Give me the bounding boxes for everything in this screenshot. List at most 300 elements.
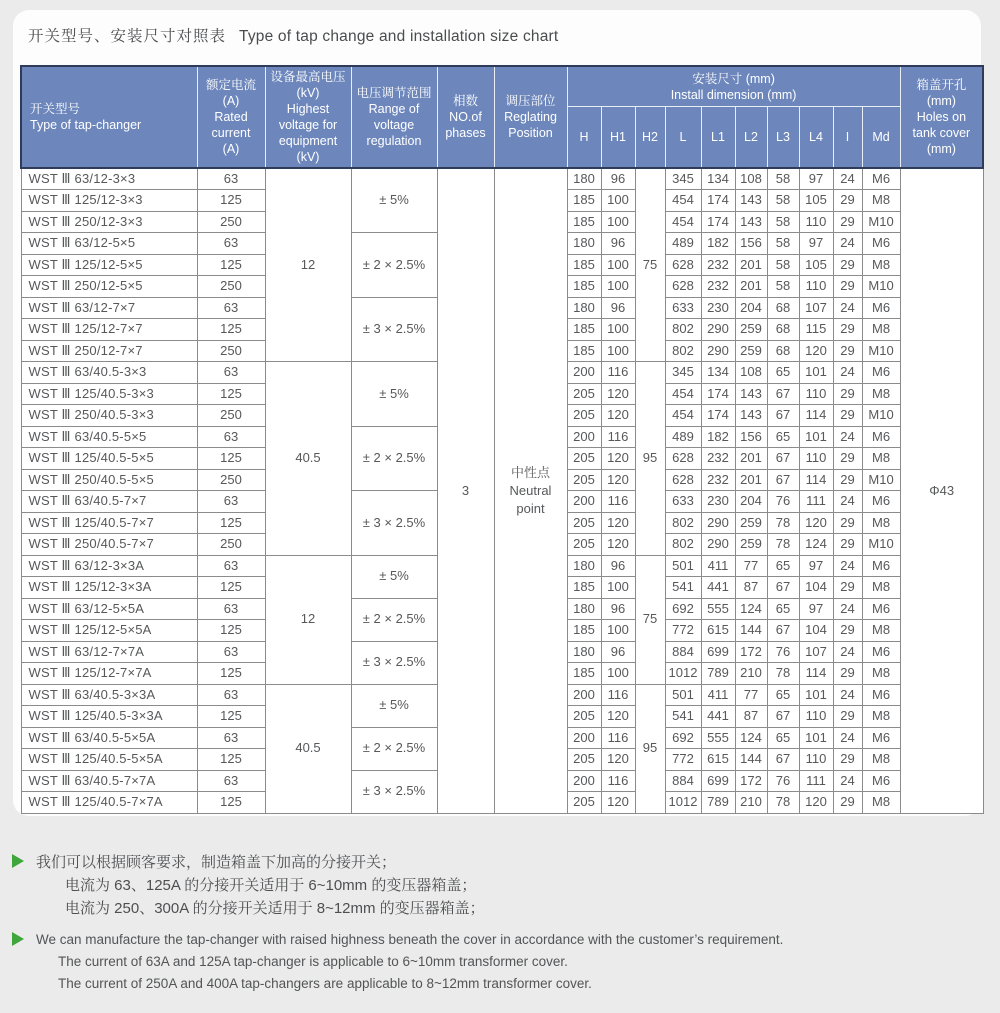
cell-L4: 120 <box>799 792 833 814</box>
cell-model: WST Ⅲ 63/12-3×3A <box>21 555 197 577</box>
cell-L: 345 <box>665 362 701 384</box>
cell-rated-current: 63 <box>197 297 265 319</box>
cell-L: 1012 <box>665 792 701 814</box>
page-title-zh: 开关型号、安装尺寸对照表 <box>28 28 227 45</box>
cell-L: 345 <box>665 168 701 190</box>
header-dim-L3: L3 <box>767 107 799 168</box>
cell-rated-current: 125 <box>197 190 265 212</box>
cell-Md: M6 <box>862 168 900 190</box>
cell-H: 205 <box>567 469 601 491</box>
cell-H1: 100 <box>601 190 635 212</box>
cell-model: WST Ⅲ 63/40.5-5×5A <box>21 727 197 749</box>
cell-L: 454 <box>665 190 701 212</box>
cell-L: 628 <box>665 254 701 276</box>
cell-L: 802 <box>665 512 701 534</box>
cell-rated-current: 125 <box>197 319 265 341</box>
cell-L1: 290 <box>701 534 735 556</box>
cell-L: 501 <box>665 684 701 706</box>
cell-I: 29 <box>833 706 862 728</box>
cell-model: WST Ⅲ 63/12-7×7A <box>21 641 197 663</box>
cell-H1: 96 <box>601 555 635 577</box>
cell-L4: 114 <box>799 469 833 491</box>
cell-regulation-group: ± 3 × 2.5% <box>351 297 437 362</box>
cell-L1: 699 <box>701 641 735 663</box>
cell-H1: 120 <box>601 469 635 491</box>
cell-L3: 67 <box>767 620 799 642</box>
cell-L2: 172 <box>735 641 767 663</box>
cell-H: 185 <box>567 577 601 599</box>
cell-L4: 111 <box>799 491 833 513</box>
cell-H: 185 <box>567 190 601 212</box>
cell-I: 24 <box>833 598 862 620</box>
cell-Md: M8 <box>862 577 900 599</box>
cell-model: WST Ⅲ 125/12-3×3A <box>21 577 197 599</box>
cell-L4: 104 <box>799 620 833 642</box>
cell-voltage-group: 12 <box>265 168 351 362</box>
cell-L2: 201 <box>735 276 767 298</box>
cell-L2: 201 <box>735 448 767 470</box>
cell-H1: 96 <box>601 641 635 663</box>
cell-voltage-group: 12 <box>265 555 351 684</box>
cell-L: 489 <box>665 426 701 448</box>
cell-model: WST Ⅲ 63/12-5×5 <box>21 233 197 255</box>
cell-Md: M8 <box>862 620 900 642</box>
cell-H1: 100 <box>601 254 635 276</box>
cell-L: 628 <box>665 469 701 491</box>
cell-model: WST Ⅲ 63/40.5-3×3 <box>21 362 197 384</box>
cell-L2: 143 <box>735 190 767 212</box>
cell-H: 185 <box>567 340 601 362</box>
cell-Md: M6 <box>862 426 900 448</box>
cell-rated-current: 250 <box>197 534 265 556</box>
cell-model: WST Ⅲ 125/40.5-7×7A <box>21 792 197 814</box>
cell-model: WST Ⅲ 125/12-5×5A <box>21 620 197 642</box>
cell-Md: M10 <box>862 276 900 298</box>
header-install-dimension-group: 安装尺寸 (mm) Install dimension (mm) <box>567 66 900 107</box>
spec-table-wrap <box>20 65 984 814</box>
cell-I: 29 <box>833 190 862 212</box>
cell-L4: 110 <box>799 749 833 771</box>
cell-H: 200 <box>567 362 601 384</box>
cell-H: 200 <box>567 426 601 448</box>
cell-L: 541 <box>665 577 701 599</box>
cell-H: 185 <box>567 276 601 298</box>
cell-Md: M6 <box>862 362 900 384</box>
cell-rated-current: 125 <box>197 448 265 470</box>
cell-L3: 76 <box>767 770 799 792</box>
cell-model: WST Ⅲ 63/40.5-7×7 <box>21 491 197 513</box>
cell-L: 692 <box>665 727 701 749</box>
cell-rated-current: 63 <box>197 641 265 663</box>
cell-L: 454 <box>665 383 701 405</box>
cell-L1: 789 <box>701 663 735 685</box>
cell-Md: M10 <box>862 405 900 427</box>
cell-L4: 105 <box>799 254 833 276</box>
cell-L1: 789 <box>701 792 735 814</box>
cell-I: 29 <box>833 383 862 405</box>
cell-H1: 116 <box>601 491 635 513</box>
cell-L3: 68 <box>767 297 799 319</box>
cell-L: 628 <box>665 448 701 470</box>
cell-H1: 96 <box>601 233 635 255</box>
cell-L: 802 <box>665 319 701 341</box>
cell-I: 24 <box>833 727 862 749</box>
notes-english <box>12 929 783 995</box>
cell-L3: 76 <box>767 641 799 663</box>
cell-Md: M6 <box>862 641 900 663</box>
cell-rated-current: 63 <box>197 727 265 749</box>
cell-model: WST Ⅲ 63/12-7×7 <box>21 297 197 319</box>
cell-L4: 104 <box>799 577 833 599</box>
cell-L3: 67 <box>767 469 799 491</box>
cell-rated-current: 63 <box>197 491 265 513</box>
cell-I: 24 <box>833 426 862 448</box>
cell-L3: 67 <box>767 706 799 728</box>
cell-L: 884 <box>665 770 701 792</box>
cell-H1: 96 <box>601 598 635 620</box>
cell-L1: 182 <box>701 426 735 448</box>
cell-L2: 144 <box>735 620 767 642</box>
cell-I: 29 <box>833 620 862 642</box>
cell-H: 180 <box>567 233 601 255</box>
cell-rated-current: 250 <box>197 405 265 427</box>
cell-I: 29 <box>833 319 862 341</box>
cell-regulating-position: 中性点 Neutral point <box>494 168 567 813</box>
cell-I: 29 <box>833 534 862 556</box>
cell-I: 24 <box>833 770 862 792</box>
cell-rated-current: 63 <box>197 684 265 706</box>
cell-L1: 290 <box>701 340 735 362</box>
cell-I: 24 <box>833 362 862 384</box>
cell-voltage-group: 40.5 <box>265 684 351 813</box>
cell-I: 29 <box>833 792 862 814</box>
cell-L3: 78 <box>767 792 799 814</box>
cell-regulation-group: ± 2 × 2.5% <box>351 598 437 641</box>
cell-H: 185 <box>567 663 601 685</box>
header-regulation-range: 电压调节范围 Range of voltage regulation <box>351 66 437 168</box>
cell-model: WST Ⅲ 125/12-7×7A <box>21 663 197 685</box>
cell-H2-group: 95 <box>635 684 665 813</box>
cell-H: 205 <box>567 706 601 728</box>
header-dim-H2: H2 <box>635 107 665 168</box>
cell-Md: M8 <box>862 512 900 534</box>
cell-L: 633 <box>665 491 701 513</box>
cell-I: 24 <box>833 555 862 577</box>
cell-L1: 290 <box>701 319 735 341</box>
cell-model: WST Ⅲ 125/40.5-3×3A <box>21 706 197 728</box>
cell-L2: 204 <box>735 297 767 319</box>
cell-L2: 210 <box>735 792 767 814</box>
note-en-line-3: The current of 250A and 400A tap-changers are applicable to 8~12mm transformer cover. <box>58 976 592 991</box>
cell-Md: M8 <box>862 749 900 771</box>
cell-L3: 65 <box>767 362 799 384</box>
cell-L1: 232 <box>701 276 735 298</box>
cell-rated-current: 125 <box>197 706 265 728</box>
cell-Md: M10 <box>862 211 900 233</box>
cell-Md: M6 <box>862 555 900 577</box>
cell-model: WST Ⅲ 63/40.5-3×3A <box>21 684 197 706</box>
note-en-line-1: We can manufacture the tap-changer with raised highness beneath the cover in accordance with the customer’s requirement. <box>36 932 784 947</box>
table-header <box>21 66 983 168</box>
cell-model: WST Ⅲ 250/40.5-5×5 <box>21 469 197 491</box>
cell-Md: M6 <box>862 598 900 620</box>
cell-Md: M8 <box>862 383 900 405</box>
cell-L2: 201 <box>735 469 767 491</box>
cell-H1: 100 <box>601 663 635 685</box>
cell-L1: 699 <box>701 770 735 792</box>
cell-rated-current: 125 <box>197 792 265 814</box>
cell-L4: 111 <box>799 770 833 792</box>
cell-model: WST Ⅲ 250/40.5-7×7 <box>21 534 197 556</box>
cell-L1: 232 <box>701 254 735 276</box>
cell-Md: M8 <box>862 663 900 685</box>
cell-L1: 174 <box>701 405 735 427</box>
cell-I: 29 <box>833 340 862 362</box>
cell-H: 205 <box>567 383 601 405</box>
cell-L2: 124 <box>735 598 767 620</box>
cell-Md: M6 <box>862 684 900 706</box>
cell-I: 29 <box>833 512 862 534</box>
green-triangle-icon <box>12 932 24 946</box>
cell-L2: 156 <box>735 233 767 255</box>
cell-L1: 230 <box>701 491 735 513</box>
cell-L: 772 <box>665 620 701 642</box>
cell-H: 185 <box>567 319 601 341</box>
cell-H1: 120 <box>601 706 635 728</box>
cell-H: 205 <box>567 792 601 814</box>
note-line <box>12 851 783 874</box>
cell-L: 633 <box>665 297 701 319</box>
cell-H1: 100 <box>601 276 635 298</box>
cell-L: 772 <box>665 749 701 771</box>
cell-L4: 101 <box>799 426 833 448</box>
cell-H1: 100 <box>601 340 635 362</box>
cell-rated-current: 125 <box>197 577 265 599</box>
cell-L1: 411 <box>701 555 735 577</box>
cell-Md: M8 <box>862 254 900 276</box>
cell-H1: 116 <box>601 362 635 384</box>
cell-L2: 259 <box>735 319 767 341</box>
note-zh-line-3: 电流为 250、300A 的分接开关适用于 8~12mm 的变压器箱盖； <box>65 900 485 917</box>
cell-H1: 120 <box>601 534 635 556</box>
cell-Md: M6 <box>862 297 900 319</box>
cell-rated-current: 63 <box>197 426 265 448</box>
cell-H: 180 <box>567 168 601 190</box>
cell-L4: 110 <box>799 211 833 233</box>
cell-I: 24 <box>833 684 862 706</box>
note-line <box>12 973 783 995</box>
cell-I: 24 <box>833 168 862 190</box>
cell-regulation-group: ± 3 × 2.5% <box>351 641 437 684</box>
cell-Md: M6 <box>862 727 900 749</box>
note-line <box>12 897 783 920</box>
cell-L2: 144 <box>735 749 767 771</box>
cell-H1: 96 <box>601 297 635 319</box>
cell-I: 29 <box>833 405 862 427</box>
cell-H: 200 <box>567 770 601 792</box>
cell-L1: 134 <box>701 362 735 384</box>
cell-L1: 555 <box>701 598 735 620</box>
spec-table <box>20 65 984 814</box>
cell-model: WST Ⅲ 125/40.5-5×5A <box>21 749 197 771</box>
cell-L4: 101 <box>799 362 833 384</box>
header-type: 开关型号 Type of tap-changer <box>21 66 197 168</box>
table-row <box>21 168 983 190</box>
cell-model: WST Ⅲ 125/40.5-7×7 <box>21 512 197 534</box>
cell-H1: 120 <box>601 512 635 534</box>
cell-model: WST Ⅲ 125/12-5×5 <box>21 254 197 276</box>
note-line <box>12 874 783 897</box>
page-title <box>28 24 558 46</box>
cell-L3: 67 <box>767 383 799 405</box>
header-holes-on-tank-cover: 箱盖开孔 (mm) Holes on tank cover (mm) <box>900 66 983 168</box>
cell-L2: 172 <box>735 770 767 792</box>
cell-L4: 97 <box>799 233 833 255</box>
cell-H2-group: 95 <box>635 362 665 556</box>
cell-L4: 97 <box>799 598 833 620</box>
cell-rated-current: 250 <box>197 211 265 233</box>
cell-rated-current: 63 <box>197 233 265 255</box>
header-dim-Md: Md <box>862 107 900 168</box>
cell-L4: 120 <box>799 340 833 362</box>
cell-H: 180 <box>567 297 601 319</box>
cell-L2: 210 <box>735 663 767 685</box>
cell-H: 205 <box>567 405 601 427</box>
cell-rated-current: 63 <box>197 168 265 190</box>
cell-L: 802 <box>665 340 701 362</box>
cell-H: 180 <box>567 641 601 663</box>
cell-H: 185 <box>567 254 601 276</box>
cell-L1: 232 <box>701 469 735 491</box>
cell-L3: 65 <box>767 727 799 749</box>
header-dim-L2: L2 <box>735 107 767 168</box>
table-body <box>21 168 983 813</box>
cell-L3: 67 <box>767 749 799 771</box>
cell-L3: 58 <box>767 190 799 212</box>
cell-L: 692 <box>665 598 701 620</box>
cell-L4: 110 <box>799 276 833 298</box>
cell-L1: 182 <box>701 233 735 255</box>
header-regulating-position: 调压部位 Reglating Position <box>494 66 567 168</box>
cell-L4: 120 <box>799 512 833 534</box>
cell-L3: 78 <box>767 534 799 556</box>
cell-H: 200 <box>567 684 601 706</box>
cell-L1: 615 <box>701 749 735 771</box>
cell-H1: 96 <box>601 168 635 190</box>
cell-L2: 156 <box>735 426 767 448</box>
cell-rated-current: 63 <box>197 598 265 620</box>
cell-L: 454 <box>665 211 701 233</box>
header-dim-H: H <box>567 107 601 168</box>
cell-H1: 100 <box>601 620 635 642</box>
cell-L3: 65 <box>767 426 799 448</box>
cell-Md: M8 <box>862 792 900 814</box>
cell-L2: 143 <box>735 383 767 405</box>
cell-L1: 134 <box>701 168 735 190</box>
cell-I: 29 <box>833 749 862 771</box>
cell-L1: 174 <box>701 211 735 233</box>
cell-L2: 143 <box>735 211 767 233</box>
cell-H1: 116 <box>601 727 635 749</box>
green-triangle-icon <box>12 854 24 868</box>
cell-L: 454 <box>665 405 701 427</box>
cell-L3: 65 <box>767 555 799 577</box>
cell-L3: 67 <box>767 577 799 599</box>
cell-L4: 114 <box>799 663 833 685</box>
cell-L3: 67 <box>767 448 799 470</box>
cell-H1: 120 <box>601 792 635 814</box>
cell-rated-current: 125 <box>197 749 265 771</box>
header-rated-current: 额定电流 (A) Rated current (A) <box>197 66 265 168</box>
cell-L2: 259 <box>735 534 767 556</box>
cell-model: WST Ⅲ 63/12-3×3 <box>21 168 197 190</box>
header-dim-L1: L1 <box>701 107 735 168</box>
cell-L4: 110 <box>799 448 833 470</box>
cell-rated-current: 63 <box>197 555 265 577</box>
cell-L2: 108 <box>735 168 767 190</box>
cell-H2-group: 75 <box>635 555 665 684</box>
cell-model: WST Ⅲ 125/12-7×7 <box>21 319 197 341</box>
cell-L3: 68 <box>767 319 799 341</box>
cell-L3: 58 <box>767 254 799 276</box>
cell-L: 802 <box>665 534 701 556</box>
cell-L4: 110 <box>799 383 833 405</box>
note-en-line-2: The current of 63A and 125A tap-changer is applicable to 6~10mm transformer cover. <box>58 954 568 969</box>
cell-L2: 77 <box>735 555 767 577</box>
note-line <box>12 951 783 973</box>
cell-L: 884 <box>665 641 701 663</box>
cell-L1: 441 <box>701 706 735 728</box>
cell-L4: 107 <box>799 297 833 319</box>
cell-L2: 87 <box>735 577 767 599</box>
cell-L3: 65 <box>767 684 799 706</box>
note-zh-line-1: 我们可以根据顾客要求，制造箱盖下加高的分接开关； <box>36 854 397 871</box>
cell-L4: 97 <box>799 555 833 577</box>
cell-L4: 101 <box>799 727 833 749</box>
cell-rated-current: 125 <box>197 254 265 276</box>
cell-L3: 65 <box>767 598 799 620</box>
cell-L: 489 <box>665 233 701 255</box>
cell-model: WST Ⅲ 250/12-3×3 <box>21 211 197 233</box>
cell-regulation-group: ± 5% <box>351 555 437 598</box>
cell-Md: M6 <box>862 491 900 513</box>
cell-I: 24 <box>833 491 862 513</box>
header-phases: 相数 NO.of phases <box>437 66 494 168</box>
cell-L4: 97 <box>799 168 833 190</box>
cell-L4: 115 <box>799 319 833 341</box>
cell-Md: M6 <box>862 770 900 792</box>
cell-Md: M8 <box>862 319 900 341</box>
cell-model: WST Ⅲ 250/40.5-3×3 <box>21 405 197 427</box>
cell-I: 24 <box>833 233 862 255</box>
cell-I: 29 <box>833 663 862 685</box>
cell-L4: 110 <box>799 706 833 728</box>
cell-rated-current: 250 <box>197 276 265 298</box>
cell-H: 200 <box>567 491 601 513</box>
cell-Md: M10 <box>862 534 900 556</box>
cell-regulation-group: ± 2 × 2.5% <box>351 426 437 491</box>
cell-L2: 108 <box>735 362 767 384</box>
header-dim-I: I <box>833 107 862 168</box>
cell-I: 29 <box>833 448 862 470</box>
cell-I: 29 <box>833 211 862 233</box>
cell-H1: 100 <box>601 211 635 233</box>
cell-regulation-group: ± 2 × 2.5% <box>351 233 437 298</box>
cell-L2: 143 <box>735 405 767 427</box>
notes-section <box>12 851 783 995</box>
cell-L3: 58 <box>767 276 799 298</box>
cell-H1: 120 <box>601 405 635 427</box>
